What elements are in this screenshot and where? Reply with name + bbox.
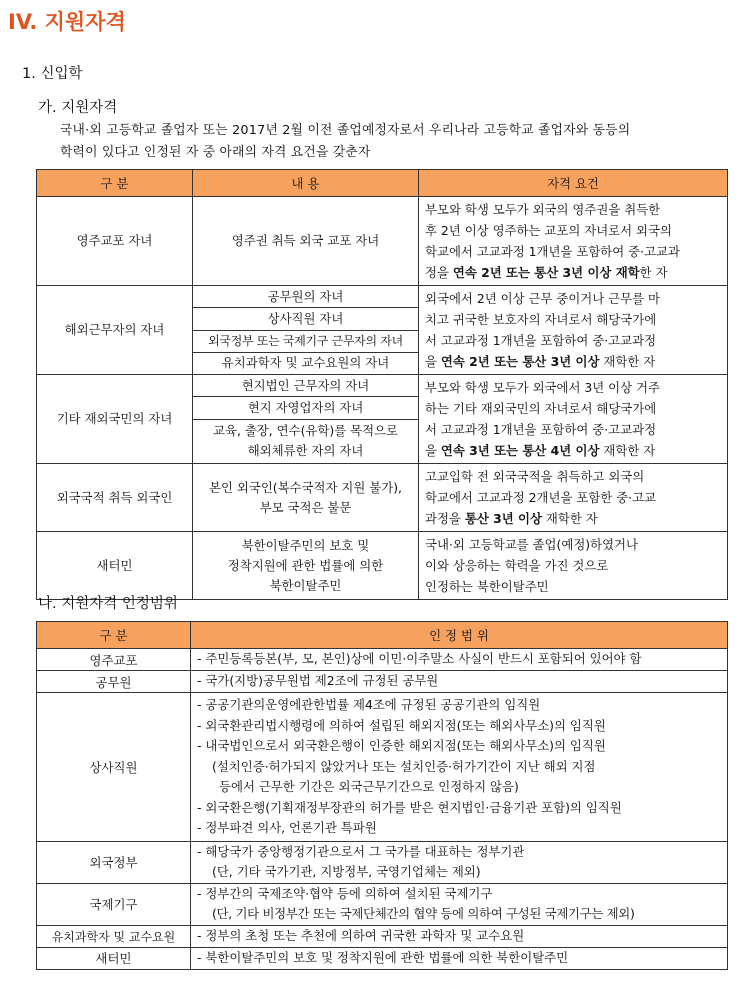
requirement-cell: 외국에서 2년 이상 근무 중이거나 근무를 마 치고 귀국한 보호자의 자녀로서 해당국가에 서 고교과정 1개년을 포함하여 중·고교과정 을 연속 2년 또는 통산 3년 이상 재학한 자 xyxy=(419,286,728,375)
table-row xyxy=(37,375,728,397)
table-header-row xyxy=(37,622,728,649)
table-row xyxy=(37,925,728,947)
table-row xyxy=(37,693,728,842)
category-cell: 공무원 xyxy=(37,671,191,693)
content-cell: 상사직원 자녀 xyxy=(193,308,419,330)
scope-cell: - 해당국가 중앙행정기관으로서 그 국가를 대표하는 정부기관 (단, 기타 국가기관, 지방정부, 국영기업체는 제외) xyxy=(191,841,728,883)
category-cell: 국제기구 xyxy=(37,883,191,925)
section-title: IV. 지원자격 xyxy=(8,10,126,34)
scope-cell: - 북한이탈주민의 보호 및 정착지원에 관한 법률에 의한 북한이탈주민 xyxy=(191,947,728,969)
category-cell: 외국정부 xyxy=(37,841,191,883)
table-row xyxy=(37,532,728,600)
category-cell: 기타 재외국민의 자녀 xyxy=(37,375,193,464)
table-row xyxy=(37,947,728,969)
category-cell: 영주교포 자녀 xyxy=(37,197,193,286)
requirement-cell: 국내·외 고등학교를 졸업(예정)하였거나 이와 상응하는 학력을 가진 것으로 인정하는 북한이탈주민 xyxy=(419,532,728,600)
content-cell: 교육, 출장, 연수(유학)를 목적으로 해외체류한 자의 자녀 xyxy=(193,419,419,464)
category-cell: 상사직원 xyxy=(37,693,191,842)
header-requirement: 자격 요건 xyxy=(419,170,728,197)
category-cell: 외국국적 취득 외국인 xyxy=(37,464,193,532)
header-category: 구 분 xyxy=(37,170,193,197)
header-scope: 인 정 범 위 xyxy=(191,622,728,649)
header-category: 구 분 xyxy=(37,622,191,649)
scope-cell: - 공공기관의운영에관한법률 제4조에 규정된 공공기관의 임직원 - 외국환관리법시행령에 의하여 설립된 해외지점(또는 해외사무소)의 임직원 - 내국법인으로서 외국환은행이 인증한 해외지점(또는 해외사무소)의 임직원 (설치인증·허가되지 않았거나 또는 설치인증·허가기간이 지난 해외 지점 등에서 근무한 기간은 외국근무기간으로 인정하지 않음) - 외국환은행(기획재정부장관의 허가를 받은 현지법인·금융기관 포함)의 임직원 - 정부파견 의사, 언론기관 특파원 xyxy=(191,693,728,842)
category-cell: 영주교포 xyxy=(37,649,191,671)
content-cell: 현지법인 근무자의 자녀 xyxy=(193,375,419,397)
recognition-scope-table xyxy=(36,621,728,970)
category-cell: 새터민 xyxy=(37,947,191,969)
table-row xyxy=(37,841,728,883)
table-row xyxy=(37,286,728,308)
intro-line: 국내·외 고등학교 졸업자 또는 2017년 2월 이전 졸업예정자로서 우리나라 고등학교 졸업자와 동등의 xyxy=(60,123,631,138)
part-a-heading: 가. 지원자격 xyxy=(38,100,118,116)
header-content: 내 용 xyxy=(193,170,419,197)
category-cell: 새터민 xyxy=(37,532,193,600)
requirement-cell: 부모와 학생 모두가 외국에서 3년 이상 거주 하는 기타 재외국민의 자녀로서 해당국가에 서 고교과정 1개년을 포함하여 중·고교과정 을 연속 3년 또는 통산 4년 이상 재학한 자 xyxy=(419,375,728,464)
requirement-cell: 부모와 학생 모두가 외국의 영주권을 취득한 후 2년 이상 영주하는 교포의 자녀로서 외국의 학교에서 고교과정 1개년을 포함하여 중·고교과 정을 연속 2년 또는 통산 3년 이상 재학한 자 xyxy=(419,197,728,286)
content-cell: 영주권 취득 외국 교포 자녀 xyxy=(193,197,419,286)
content-cell: 외국정부 또는 국제기구 근무자의 자녀 xyxy=(193,330,419,352)
eligibility-table xyxy=(36,169,728,600)
category-cell: 해외근무자의 자녀 xyxy=(37,286,193,375)
table-header-row xyxy=(37,170,728,197)
content-cell: 북한이탈주민의 보호 및 정착지원에 관한 법률에 의한 북한이탈주민 xyxy=(193,532,419,600)
scope-cell: - 국가(지방)공무원법 제2조에 규정된 공무원 xyxy=(191,671,728,693)
category-cell: 유치과학자 및 교수요원 xyxy=(37,925,191,947)
scope-cell: - 주민등록등본(부, 모, 본인)상에 이민·이주말소 사실이 반드시 포함되어 있어야 함 xyxy=(191,649,728,671)
table-row xyxy=(37,197,728,286)
intro-line: 학력이 있다고 인정된 자 중 아래의 자격 요건을 갖춘자 xyxy=(60,145,371,160)
table-row xyxy=(37,883,728,925)
scope-cell: - 정부간의 국제조약·협약 등에 의하여 설치된 국제기구 (단, 기타 비정부간 또는 국제단체간의 협약 등에 의하여 구성된 국제기구는 제외) xyxy=(191,883,728,925)
subsection-title: 1. 신입학 xyxy=(22,66,83,82)
content-cell: 본인 외국인(복수국적자 지원 불가), 부모 국적은 불문 xyxy=(193,464,419,532)
requirement-cell: 고교입학 전 외국국적을 취득하고 외국의 학교에서 고교과정 2개년을 포함한 중·고교 과정을 통산 3년 이상 재학한 자 xyxy=(419,464,728,532)
table-row xyxy=(37,649,728,671)
part-b-heading: 나. 지원자격 인정범위 xyxy=(38,596,178,612)
intro-text xyxy=(60,120,728,164)
table-row xyxy=(37,464,728,532)
content-cell: 현지 자영업자의 자녀 xyxy=(193,397,419,419)
table-row xyxy=(37,671,728,693)
content-cell: 공무원의 자녀 xyxy=(193,286,419,308)
content-cell: 유치과학자 및 교수요원의 자녀 xyxy=(193,352,419,374)
scope-cell: - 정부의 초청 또는 추천에 의하여 귀국한 과학자 및 교수요원 xyxy=(191,925,728,947)
